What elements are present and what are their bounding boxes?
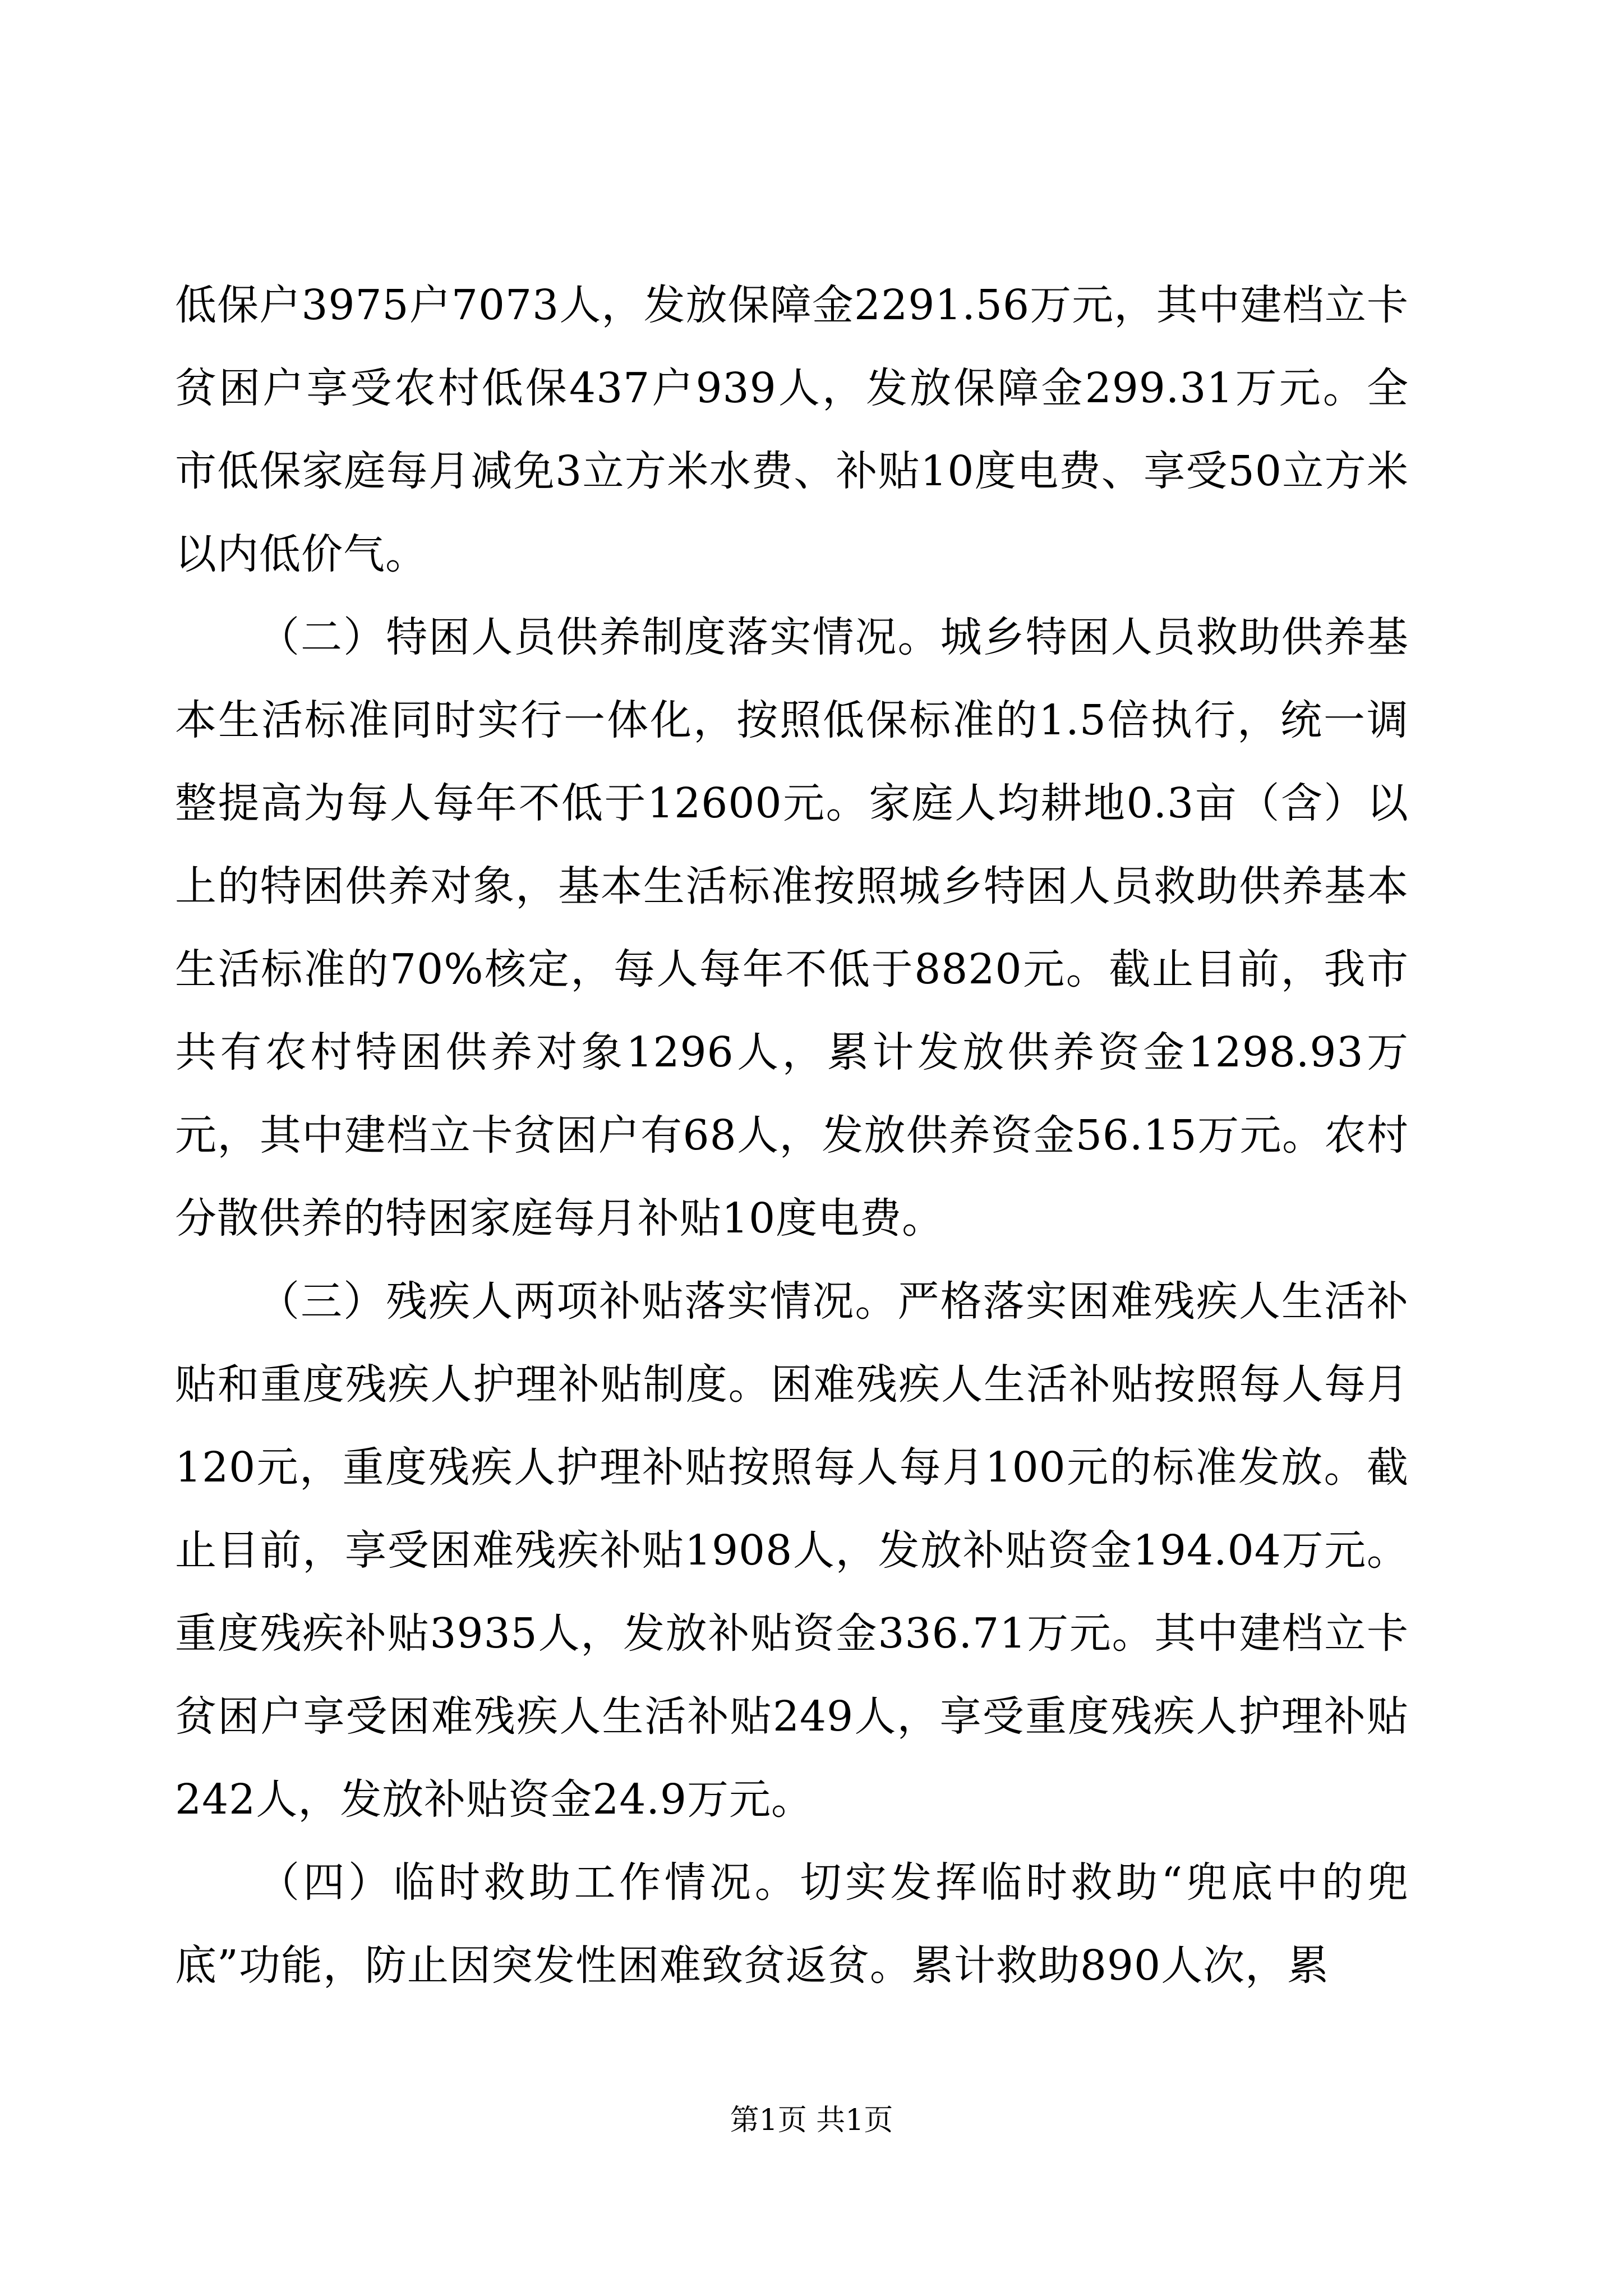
paragraph-disability-subsidies: （三）残疾人两项补贴落实情况。严格落实困难残疾人生活补贴和重度残疾人护理补贴制度。困难残疾人生活补贴按照每人每月120元，重度残疾人护理补贴按照每人每月100元的标准发放。截止目前，享受困难残疾补贴1908人，发放补贴资金194.04万元。重度残疾补贴3935人，发放补贴资金336.71万元。其中建档立卡贫困户享受困难残疾人生活补贴249人，享受重度残疾人护理补贴242人，发放补贴资金24.9万元。 [175,1277,1409,1824]
paragraph-low-income-households: 低保户3975户7073人，发放保障金2291.56万元，其中建档立卡贫困户享受农村低保437户939人，发放保障金299.31万元。全市低保家庭每月减免3立方米水费、补贴10度电费、享受50立方米以内低价气。 [175,281,1409,578]
page-footer: 第1页 共1页 [730,2104,893,2137]
paragraph-temporary-assistance: （四）临时救助工作情况。切实发挥临时救助“兜底中的兜底”功能，防止因突发性困难致贫返贫。累计救助890人次，累 [175,1858,1409,1990]
paragraph-special-hardship-support: （二）特困人员供养制度落实情况。城乡特困人员救助供养基本生活标准同时实行一体化，按照低保标准的1.5倍执行，统一调整提高为每人每年不低于12600元。家庭人均耕地0.3亩（含）以上的特困供养对象，基本生活标准按照城乡特困人员救助供养基本生活标准的70%核定，每人每年不低于8820元。截止目前，我市共有农村特困供养对象1296人，累计发放供养资金1298.93万元，其中建档立卡贫困户有68人，发放供养资金56.15万元。农村分散供养的特困家庭每月补贴10度电费。 [175,613,1409,1243]
document-body [175,264,1409,2007]
